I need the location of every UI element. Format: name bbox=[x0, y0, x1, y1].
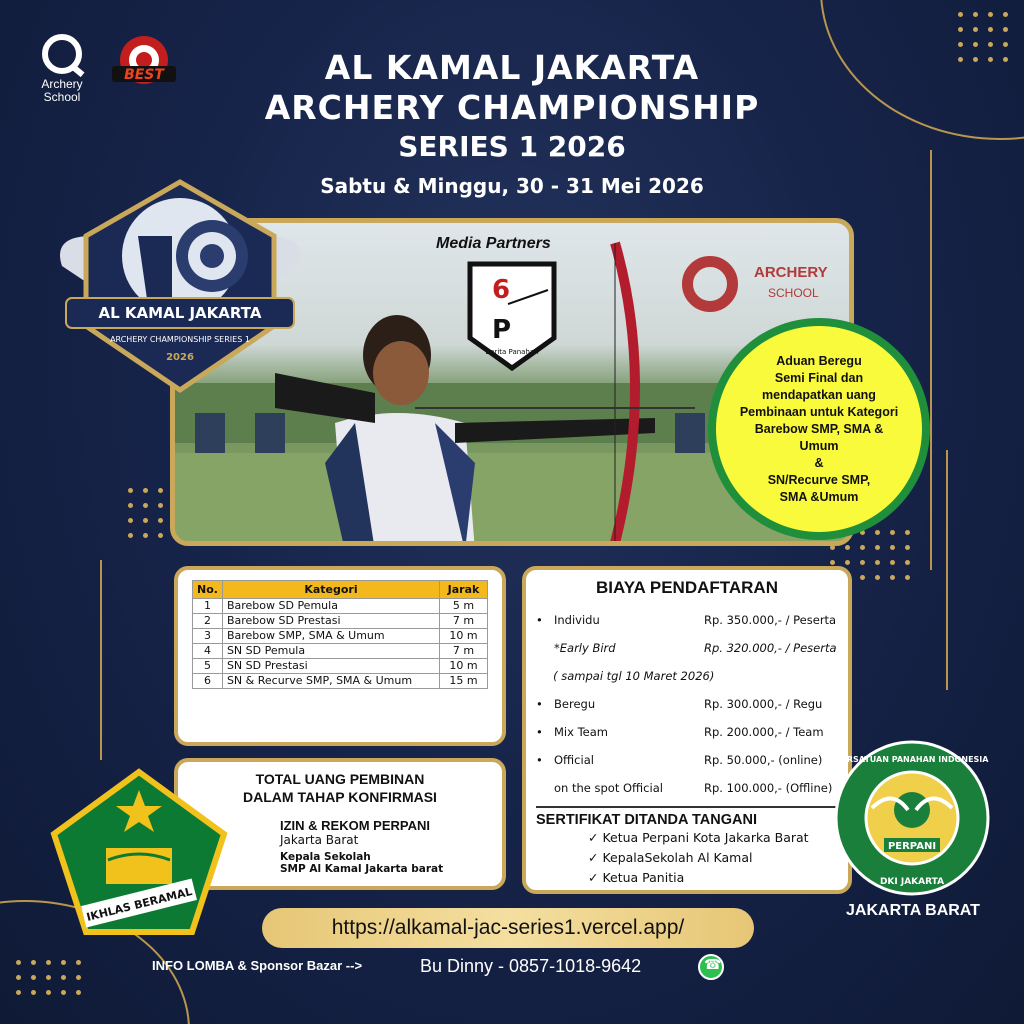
cert-item: ✓ Ketua Perpani Kota Jakarka Barat bbox=[588, 830, 809, 845]
dot bbox=[143, 503, 148, 508]
total-heading-1: TOTAL UANG PEMBINAN bbox=[255, 771, 425, 787]
title-line-3: SERIES 1 2026 bbox=[398, 130, 626, 163]
dot bbox=[16, 975, 21, 980]
berita-panahan-logo bbox=[464, 258, 560, 374]
q-icon bbox=[682, 256, 738, 312]
dot bbox=[158, 533, 163, 538]
izin-label: IZIN & REKOM PERPANI bbox=[280, 818, 430, 833]
dot bbox=[46, 960, 51, 965]
fee-name: Official bbox=[554, 753, 594, 767]
award-circle bbox=[708, 318, 930, 540]
decor-dots bbox=[16, 960, 81, 995]
fee-row bbox=[536, 746, 838, 774]
dot bbox=[31, 990, 36, 995]
cell-no: 2 bbox=[193, 614, 223, 629]
award-line: Aduan Beregu bbox=[776, 353, 862, 368]
cell-kategori: Barebow SD Prestasi bbox=[222, 614, 439, 629]
dot bbox=[1003, 42, 1008, 47]
fee-name: ( sampai tgl 10 Maret 2026) bbox=[553, 669, 715, 683]
table-row bbox=[193, 629, 488, 644]
q-archery-label-2: SCHOOL bbox=[768, 286, 819, 300]
dot bbox=[158, 503, 163, 508]
table-row bbox=[193, 599, 488, 614]
fee-price: Rp. 350.000,- / Peserta bbox=[704, 613, 837, 627]
dot bbox=[128, 533, 133, 538]
fee-row bbox=[536, 634, 838, 662]
dot bbox=[16, 990, 21, 995]
award-line: SN/Recurve SMP, bbox=[767, 472, 871, 487]
q-archery-label-1: ARCHERY bbox=[754, 264, 828, 281]
q-archery-logo bbox=[682, 252, 842, 322]
info-label: INFO LOMBA & Sponsor Bazar --> bbox=[152, 958, 363, 973]
dot bbox=[973, 12, 978, 17]
fee-bullet: • bbox=[536, 725, 543, 739]
category-table-card bbox=[174, 566, 506, 746]
fee-name: *Early Bird bbox=[554, 641, 616, 655]
fee-price: Rp. 300.000,- / Regu bbox=[704, 697, 823, 711]
dot bbox=[860, 545, 865, 550]
dot bbox=[143, 518, 148, 523]
cell-jarak: 7 m bbox=[440, 644, 488, 659]
badge-title: AL KAMAL JAKARTA bbox=[98, 304, 262, 322]
perpani-ring-bottom: DKI JAKARTA bbox=[879, 877, 945, 887]
fee-row bbox=[536, 774, 838, 802]
cert-item: ✓ KepalaSekolah Al Kamal bbox=[588, 850, 753, 865]
dot bbox=[158, 488, 163, 493]
fee-name: Beregu bbox=[554, 697, 596, 711]
event-date: Sabtu & Minggu, 30 - 31 Mei 2026 bbox=[320, 174, 704, 198]
fee-row bbox=[536, 718, 838, 746]
kemenag-logo bbox=[48, 768, 230, 936]
svg-text:6: 6 bbox=[492, 275, 511, 305]
award-line: mendapatkan uang bbox=[762, 387, 876, 402]
dot bbox=[128, 488, 133, 493]
dot bbox=[845, 560, 850, 565]
award-line: Umum bbox=[799, 438, 839, 453]
dot bbox=[860, 560, 865, 565]
dot bbox=[875, 545, 880, 550]
fee-row bbox=[536, 690, 838, 718]
cell-kategori: Barebow SD Pemula bbox=[222, 599, 439, 614]
cell-kategori: SN SD Prestasi bbox=[222, 659, 439, 674]
category-table bbox=[192, 580, 488, 689]
cert-item: ✓ Ketua Panitia bbox=[588, 870, 685, 885]
total-heading-2: DALAM TAHAP KONFIRMASI bbox=[243, 789, 437, 805]
table-row bbox=[193, 659, 488, 674]
svg-text:P: P bbox=[492, 315, 512, 345]
fee-price: Rp. 100.000,- (Offline) bbox=[704, 781, 833, 795]
dot bbox=[988, 27, 993, 32]
dot bbox=[875, 575, 880, 580]
dot bbox=[128, 518, 133, 523]
region-label: JAKARTA BARAT bbox=[846, 902, 980, 919]
dot bbox=[973, 42, 978, 47]
archery-school-label: Archery School bbox=[41, 77, 83, 104]
dot bbox=[905, 560, 910, 565]
cert-heading: SERTIFIKAT DITANDA TANGANI bbox=[536, 812, 757, 828]
dot bbox=[973, 27, 978, 32]
biaya-heading: BIAYA PENDAFTARAN bbox=[596, 578, 778, 597]
dot bbox=[875, 560, 880, 565]
cell-jarak: 10 m bbox=[440, 629, 488, 644]
dot bbox=[988, 12, 993, 17]
dot bbox=[958, 42, 963, 47]
cell-jarak: 7 m bbox=[440, 614, 488, 629]
table-row bbox=[193, 644, 488, 659]
cell-no: 4 bbox=[193, 644, 223, 659]
title-line-2: ARCHERY CHAMPIONSHIP bbox=[264, 88, 760, 127]
contact-info: Bu Dinny - 0857-1018-9642 bbox=[420, 956, 642, 976]
dot bbox=[845, 545, 850, 550]
perpani-logo bbox=[832, 738, 992, 898]
dot bbox=[860, 575, 865, 580]
berita-panahan-label: Berita Panahan bbox=[485, 348, 539, 356]
dot bbox=[875, 530, 880, 535]
whatsapp-icon[interactable] bbox=[698, 954, 724, 980]
award-line: Semi Final dan bbox=[774, 370, 864, 385]
kepala-sekolah: Kepala Sekolah bbox=[280, 851, 371, 863]
cell-kategori: Barebow SMP, SMA & Umum bbox=[222, 629, 439, 644]
table-row bbox=[193, 614, 488, 629]
dot bbox=[46, 975, 51, 980]
dot bbox=[61, 960, 66, 965]
cell-jarak: 15 m bbox=[440, 674, 488, 689]
decor-line bbox=[100, 560, 102, 760]
dot bbox=[890, 560, 895, 565]
dot bbox=[958, 12, 963, 17]
cell-no: 6 bbox=[193, 674, 223, 689]
dot bbox=[61, 990, 66, 995]
award-line: Barebow SMP, SMA & bbox=[754, 421, 884, 436]
dot bbox=[76, 990, 81, 995]
fee-name: on the spot Official bbox=[554, 781, 663, 795]
izin-sub: Jakarta Barat bbox=[280, 833, 359, 847]
fee-name: Mix Team bbox=[554, 725, 608, 739]
fee-bullet: • bbox=[536, 613, 543, 627]
cell-no: 1 bbox=[193, 599, 223, 614]
cell-kategori: SN SD Pemula bbox=[222, 644, 439, 659]
cell-no: 3 bbox=[193, 629, 223, 644]
dot bbox=[958, 27, 963, 32]
fee-row bbox=[536, 662, 838, 690]
cell-jarak: 5 m bbox=[440, 599, 488, 614]
dot bbox=[988, 42, 993, 47]
fee-bullet: • bbox=[536, 697, 543, 711]
cell-kategori: SN & Recurve SMP, SMA & Umum bbox=[222, 674, 439, 689]
dot bbox=[61, 975, 66, 980]
fee-list bbox=[536, 606, 838, 802]
dot bbox=[158, 518, 163, 523]
cell-no: 5 bbox=[193, 659, 223, 674]
dot bbox=[890, 530, 895, 535]
fee-price: Rp. 50.000,- (online) bbox=[704, 753, 823, 767]
dot bbox=[76, 975, 81, 980]
award-text bbox=[716, 326, 922, 532]
media-partners-label: Media Partners bbox=[436, 235, 551, 252]
decor-line bbox=[946, 450, 948, 690]
biaya-card bbox=[522, 566, 852, 894]
dot bbox=[905, 545, 910, 550]
award-line: SMA &Umum bbox=[779, 489, 859, 504]
kemenag-motto: IKHLAS BERAMAL bbox=[85, 885, 194, 924]
dot bbox=[31, 960, 36, 965]
title-line-1: AL KAMAL JAKARTA bbox=[324, 48, 700, 87]
fee-bullet: • bbox=[536, 753, 543, 767]
award-line: & bbox=[814, 455, 824, 470]
dot bbox=[31, 975, 36, 980]
dot bbox=[76, 960, 81, 965]
award-line: Pembinaan untuk Kategori bbox=[739, 404, 899, 419]
perpani-ring-text: PERSATUAN PANAHAN INDONESIA bbox=[835, 755, 989, 764]
perpani-ribbon: PERPANI bbox=[887, 841, 937, 852]
header-kategori: Kategori bbox=[222, 581, 439, 599]
dot bbox=[128, 503, 133, 508]
decor-line bbox=[930, 150, 932, 570]
header-jarak: Jarak bbox=[440, 581, 488, 599]
dot bbox=[1003, 12, 1008, 17]
dot bbox=[1003, 27, 1008, 32]
registration-url[interactable]: https://alkamal-jac-series1.vercel.app/ bbox=[262, 908, 754, 948]
dot bbox=[16, 960, 21, 965]
dot bbox=[905, 575, 910, 580]
smp-label: SMP Al Kamal Jakarta barat bbox=[280, 863, 444, 875]
dot bbox=[143, 533, 148, 538]
fee-name: Individu bbox=[554, 613, 600, 627]
divider bbox=[536, 806, 838, 808]
cert-list bbox=[536, 828, 838, 888]
dot bbox=[143, 488, 148, 493]
fee-row bbox=[536, 606, 838, 634]
table-header-row bbox=[193, 581, 488, 599]
fee-price: Rp. 320.000,- / Peserta bbox=[704, 641, 837, 655]
dot bbox=[905, 530, 910, 535]
fee-price: Rp. 200.000,- / Team bbox=[704, 725, 824, 739]
championship-badge bbox=[52, 176, 308, 396]
dot bbox=[46, 990, 51, 995]
dot bbox=[890, 575, 895, 580]
best-logo-text: BEST bbox=[124, 67, 164, 83]
cell-jarak: 10 m bbox=[440, 659, 488, 674]
table-row bbox=[193, 674, 488, 689]
badge-year: 2026 bbox=[166, 352, 194, 363]
header-no: No. bbox=[193, 581, 223, 599]
dot bbox=[830, 560, 835, 565]
dot bbox=[890, 545, 895, 550]
badge-subtitle: ARCHERY CHAMPIONSHIP SERIES 1 bbox=[110, 335, 250, 344]
